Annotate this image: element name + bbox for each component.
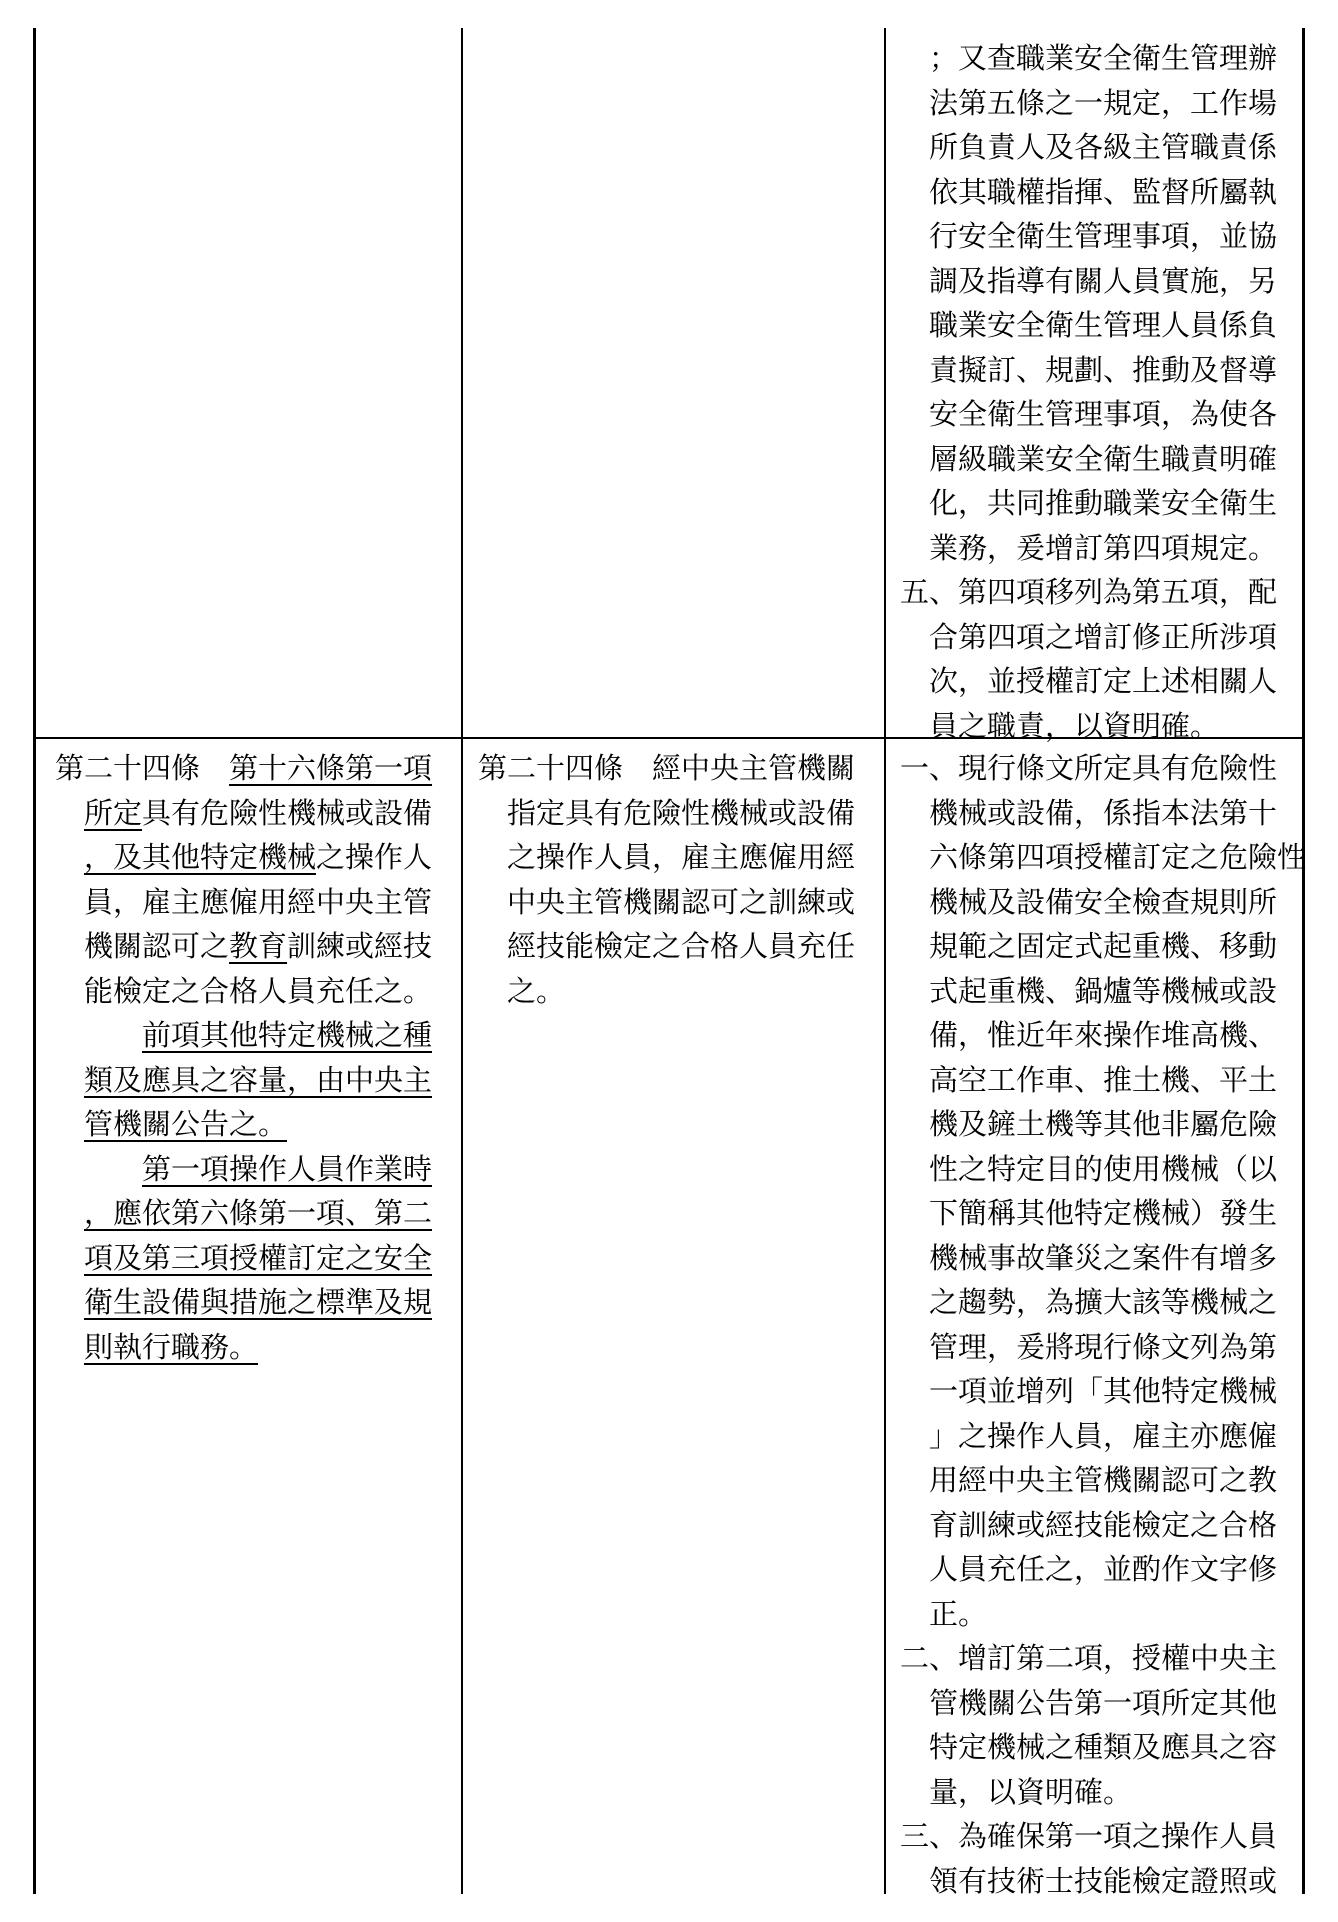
text-line — [900, 1592, 1295, 1637]
text-segment: 管機關公告第一項所定其他 — [929, 1685, 1278, 1720]
text-line — [900, 969, 1295, 1014]
text-segment: 五、第四項移列為第五項，配 — [900, 575, 1278, 609]
text-segment: 之趨勢，為擴大該等機械之 — [929, 1285, 1278, 1319]
text-line — [900, 1458, 1295, 1503]
text-segment: 職業安全衛生管理人員係負 — [929, 308, 1278, 342]
column-divider-1 — [461, 28, 463, 1894]
text-segment: 高空工作車、推土機、平土 — [929, 1062, 1278, 1097]
text-line — [900, 36, 1295, 81]
text-segment: 合第四項之增訂修正所涉項 — [929, 619, 1278, 654]
text-line — [900, 659, 1295, 704]
underlined-amendment-text: ，應依第六條第一項、第二 — [84, 1196, 433, 1230]
underlined-amendment-text: 則執行職務。 — [84, 1329, 259, 1364]
text-line — [900, 1814, 1295, 1859]
text-segment: 管理，爰將現行條文列為第 — [929, 1329, 1278, 1364]
text-segment: 機械或設備，係指本法第十 — [929, 795, 1278, 830]
text-segment: 機械及設備安全檢查規則所 — [929, 884, 1278, 919]
text-line — [900, 1503, 1295, 1548]
text-line — [55, 1058, 455, 1103]
underlined-amendment-text: 所定 — [84, 795, 143, 830]
text-segment: 三、為確保第一項之操作人員 — [900, 1819, 1278, 1853]
text-segment: 下簡稱其他特定機械）發生 — [929, 1196, 1278, 1230]
text-segment: 六條第四項授權訂定之危險性 — [929, 840, 1307, 874]
text-segment: 安全衛生管理事項，為使各 — [929, 397, 1278, 431]
text-line — [478, 880, 878, 925]
text-line — [900, 1859, 1295, 1904]
text-line — [900, 170, 1295, 215]
text-line — [900, 746, 1295, 791]
text-line — [55, 1236, 455, 1281]
text-segment: 中央主管機關認可之訓練或 — [507, 884, 856, 919]
underlined-amendment-text: 第一項操作人員作業時 — [142, 1151, 433, 1186]
underlined-amendment-text: 管機關公告之。 — [84, 1107, 288, 1141]
text-line — [900, 1102, 1295, 1147]
text-line — [55, 880, 455, 925]
text-segment: 領有技術士技能檢定證照或 — [929, 1863, 1278, 1898]
underlined-amendment-text: 前項其他特定機械之種 — [142, 1018, 433, 1052]
text-segment: 機械事故肇災之案件有增多 — [929, 1240, 1278, 1275]
text-line — [55, 1191, 455, 1236]
text-segment: 第二十四條 — [55, 751, 230, 785]
text-segment: 育訓練或經技能檢定之合格 — [929, 1507, 1278, 1542]
text-segment: 責擬訂、規劃、推動及督導 — [929, 352, 1278, 387]
text-line — [900, 1414, 1295, 1459]
text-line — [900, 1013, 1295, 1058]
text-line — [55, 746, 455, 791]
text-segment: 二、增訂第二項，授權中央主 — [900, 1641, 1278, 1675]
text-segment: 指定具有危險性機械或設備 — [507, 795, 856, 830]
text-line — [55, 969, 455, 1014]
underlined-amendment-text: ，及其他特定機械 — [84, 840, 317, 874]
text-segment: 一項並增列「其他特定機械 — [929, 1374, 1278, 1408]
text-line — [900, 303, 1295, 348]
text-segment: 」之操作人員，雇主亦應僱 — [929, 1418, 1278, 1453]
text-line — [900, 1369, 1295, 1414]
text-segment: 機關認可之 — [84, 929, 230, 963]
text-segment: 一、現行條文所定具有危險性 — [900, 751, 1278, 785]
text-segment: 化，共同推動職業安全衛生 — [929, 486, 1278, 520]
text-segment: 之操作人 — [316, 840, 433, 874]
text-segment: 性之特定目的使用機械（以 — [929, 1151, 1278, 1186]
text-line — [900, 348, 1295, 393]
text-segment: 調及指導有關人員實施，另 — [929, 263, 1278, 298]
text-segment: 之。 — [507, 973, 566, 1008]
text-line — [55, 1280, 455, 1325]
text-line — [900, 1770, 1295, 1815]
table-border-left — [33, 28, 36, 1894]
text-line — [55, 835, 455, 880]
text-line — [900, 570, 1295, 615]
text-line — [900, 1547, 1295, 1592]
text-segment: 特定機械之種類及應具之容 — [929, 1730, 1278, 1764]
text-segment: 式起重機、鍋爐等機械或設 — [929, 973, 1278, 1008]
text-line — [55, 791, 455, 836]
text-line — [55, 1325, 455, 1370]
row2-explanation-cell — [900, 746, 1307, 1903]
underlined-amendment-text: 衛生設備與措施之標準及規 — [84, 1285, 433, 1319]
text-line — [55, 1147, 455, 1192]
text-line — [55, 1102, 455, 1147]
underlined-amendment-text: 第十六條第一項 — [229, 751, 433, 785]
text-segment: 第二十四條 經中央主管機關 — [478, 751, 856, 785]
text-line — [478, 969, 878, 1014]
text-line — [55, 1013, 455, 1058]
text-line — [900, 1147, 1295, 1192]
text-line — [900, 924, 1295, 969]
text-segment: 經技能檢定之合格人員充任 — [507, 929, 856, 963]
text-line — [900, 1280, 1295, 1325]
row1-explanation-cell — [900, 36, 1295, 748]
text-segment: ；又查職業安全衛生管理辦 — [929, 41, 1278, 75]
row2-current-article-cell — [478, 746, 878, 1013]
text-segment: 行安全衛生管理事項，並協 — [929, 219, 1278, 253]
underlined-amendment-text: 類及應具之容量，由中央主 — [84, 1062, 433, 1097]
text-segment: 訓練或經技 — [287, 929, 433, 963]
text-line — [900, 1058, 1295, 1103]
text-line — [900, 1636, 1295, 1681]
text-line — [900, 481, 1295, 526]
text-segment: 正。 — [929, 1596, 988, 1631]
text-line — [900, 704, 1295, 749]
text-segment: 機及鏟土機等其他非屬危險 — [929, 1107, 1278, 1141]
text-line — [900, 392, 1295, 437]
text-line — [478, 746, 878, 791]
text-segment: 層級職業安全衛生職責明確 — [929, 441, 1278, 476]
text-line — [900, 880, 1295, 925]
text-segment: 之操作人員，雇主應僱用經 — [507, 840, 856, 874]
text-line — [900, 1681, 1295, 1726]
text-line — [900, 81, 1295, 126]
text-segment: 所負責人及各級主管職責係 — [929, 130, 1278, 164]
text-line — [900, 1236, 1295, 1281]
text-line — [900, 125, 1295, 170]
column-divider-2 — [884, 28, 886, 1894]
text-line — [900, 1725, 1295, 1770]
text-line — [900, 259, 1295, 304]
text-segment: 員之職責，以資明確。 — [929, 708, 1220, 743]
text-line — [900, 791, 1295, 836]
text-line — [55, 924, 455, 969]
text-segment: 規範之固定式起重機、移動 — [929, 929, 1278, 963]
underlined-amendment-text: 項及第三項授權訂定之安全 — [84, 1240, 433, 1275]
text-segment: 次，並授權訂定上述相關人 — [929, 664, 1278, 698]
text-segment: 員，雇主應僱用經中央主管 — [84, 884, 433, 919]
text-segment: 備，惟近年來操作堆高機、 — [929, 1018, 1278, 1052]
text-line — [900, 835, 1307, 880]
text-segment: 依其職權指揮、監督所屬執 — [929, 174, 1278, 209]
underlined-amendment-text: 教育 — [229, 929, 288, 963]
text-line — [900, 615, 1295, 660]
text-line — [900, 526, 1295, 571]
text-line — [478, 835, 878, 880]
text-segment: 能檢定之合格人員充任之。 — [84, 973, 433, 1008]
text-line — [900, 1191, 1295, 1236]
text-line — [478, 924, 878, 969]
text-segment: 量，以資明確。 — [929, 1774, 1133, 1809]
text-segment: 業務，爰增訂第四項規定。 — [929, 530, 1278, 565]
text-segment: 法第五條之一規定，工作場 — [929, 85, 1278, 120]
text-line — [900, 1325, 1295, 1370]
text-line — [478, 791, 878, 836]
text-line — [900, 437, 1295, 482]
text-line — [900, 214, 1295, 259]
text-segment: 具有危險性機械或設備 — [142, 795, 433, 830]
text-segment: 人員充任之，並酌作文字修 — [929, 1552, 1278, 1586]
row2-amended-article-cell — [55, 746, 455, 1369]
table-border-right — [1302, 28, 1305, 1894]
text-segment: 用經中央主管機關認可之教 — [929, 1463, 1278, 1497]
